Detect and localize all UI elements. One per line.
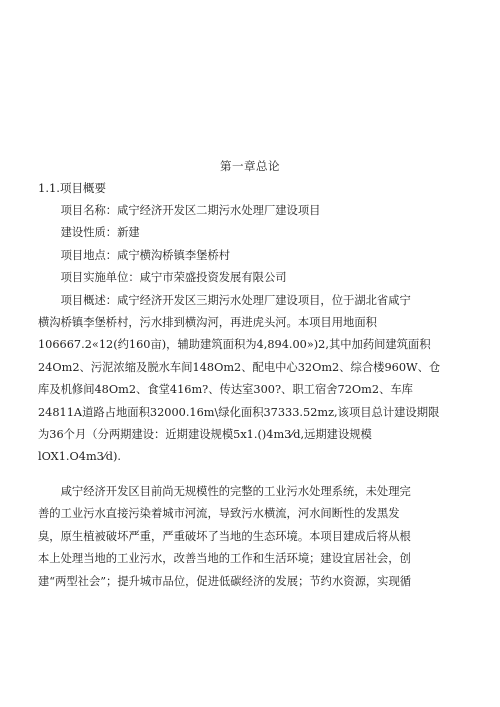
overview-line: 项目概述：咸宁经济开发区三期污水处理厂建设项目，位于湖北省咸宁 <box>60 293 411 307</box>
background-line: 善的工业污水直接污染着城市河流，导致污水横流，河水间断性的发黑发 <box>38 507 400 521</box>
section-title: 1.1.项目概要 <box>38 181 106 195</box>
overview-line: 横沟桥镇李堡桥村，污水排到横沟河，再进虎头河。本项目用地面积 <box>38 316 377 330</box>
overview-line: 为36个月（分两期建设：近期建设规模5x1.()4m3⁄d,远期建设规模 <box>38 428 372 442</box>
overview-line: lOX1.O4m3⁄d). <box>38 450 121 464</box>
overview-line: 24Om2、污泥浓缩及脱水车间148Om2、配电中心32Om2、综合楼960W、仓 <box>38 360 441 374</box>
background-line: 建“两型社会”；提升城市品位，促进低碳经济的发展；节约水资源，实现循 <box>38 574 412 588</box>
implementing-unit-field: 项目实施单位：咸宁市荣盛投资发展有限公司 <box>60 271 287 285</box>
background-line: 臭，原生植被破坏严重，严重破坏了当地的生态环境。本项目建成后将从根 <box>38 529 411 543</box>
background-line: 咸宁经济开发区目前尚无规模性的完整的工业污水处理系统，未处理完 <box>60 484 411 498</box>
overview-line: 库及机修间48Om2、食堂416m?、传达室300?、职工宿舍72Om2、车库 <box>38 383 413 397</box>
document-body <box>38 200 464 593</box>
overview-line: 24811A道路占地面积32000.16m\绿化面积37333.52mz,该项目总计建设期限 <box>38 405 440 419</box>
construction-nature-field: 建设性质：新建 <box>60 226 140 240</box>
background-line: 本上处理当地的工业污水，改善当地的工作和生活环境；建设宜居社会，创 <box>38 552 411 566</box>
project-name-field: 项目名称：咸宁经济开发区二期污水处理厂建设项目 <box>60 204 321 217</box>
project-location-field: 项目地点：咸宁横沟桥镇李堡桥村 <box>60 248 231 262</box>
overview-line: 106667.2«12(约160亩)，辅助建筑面积为4,894.00»)2,其中加药间建筑面积 <box>38 338 431 352</box>
chapter-title: 第一章总论 <box>220 159 280 173</box>
paragraph-gap <box>38 469 464 481</box>
